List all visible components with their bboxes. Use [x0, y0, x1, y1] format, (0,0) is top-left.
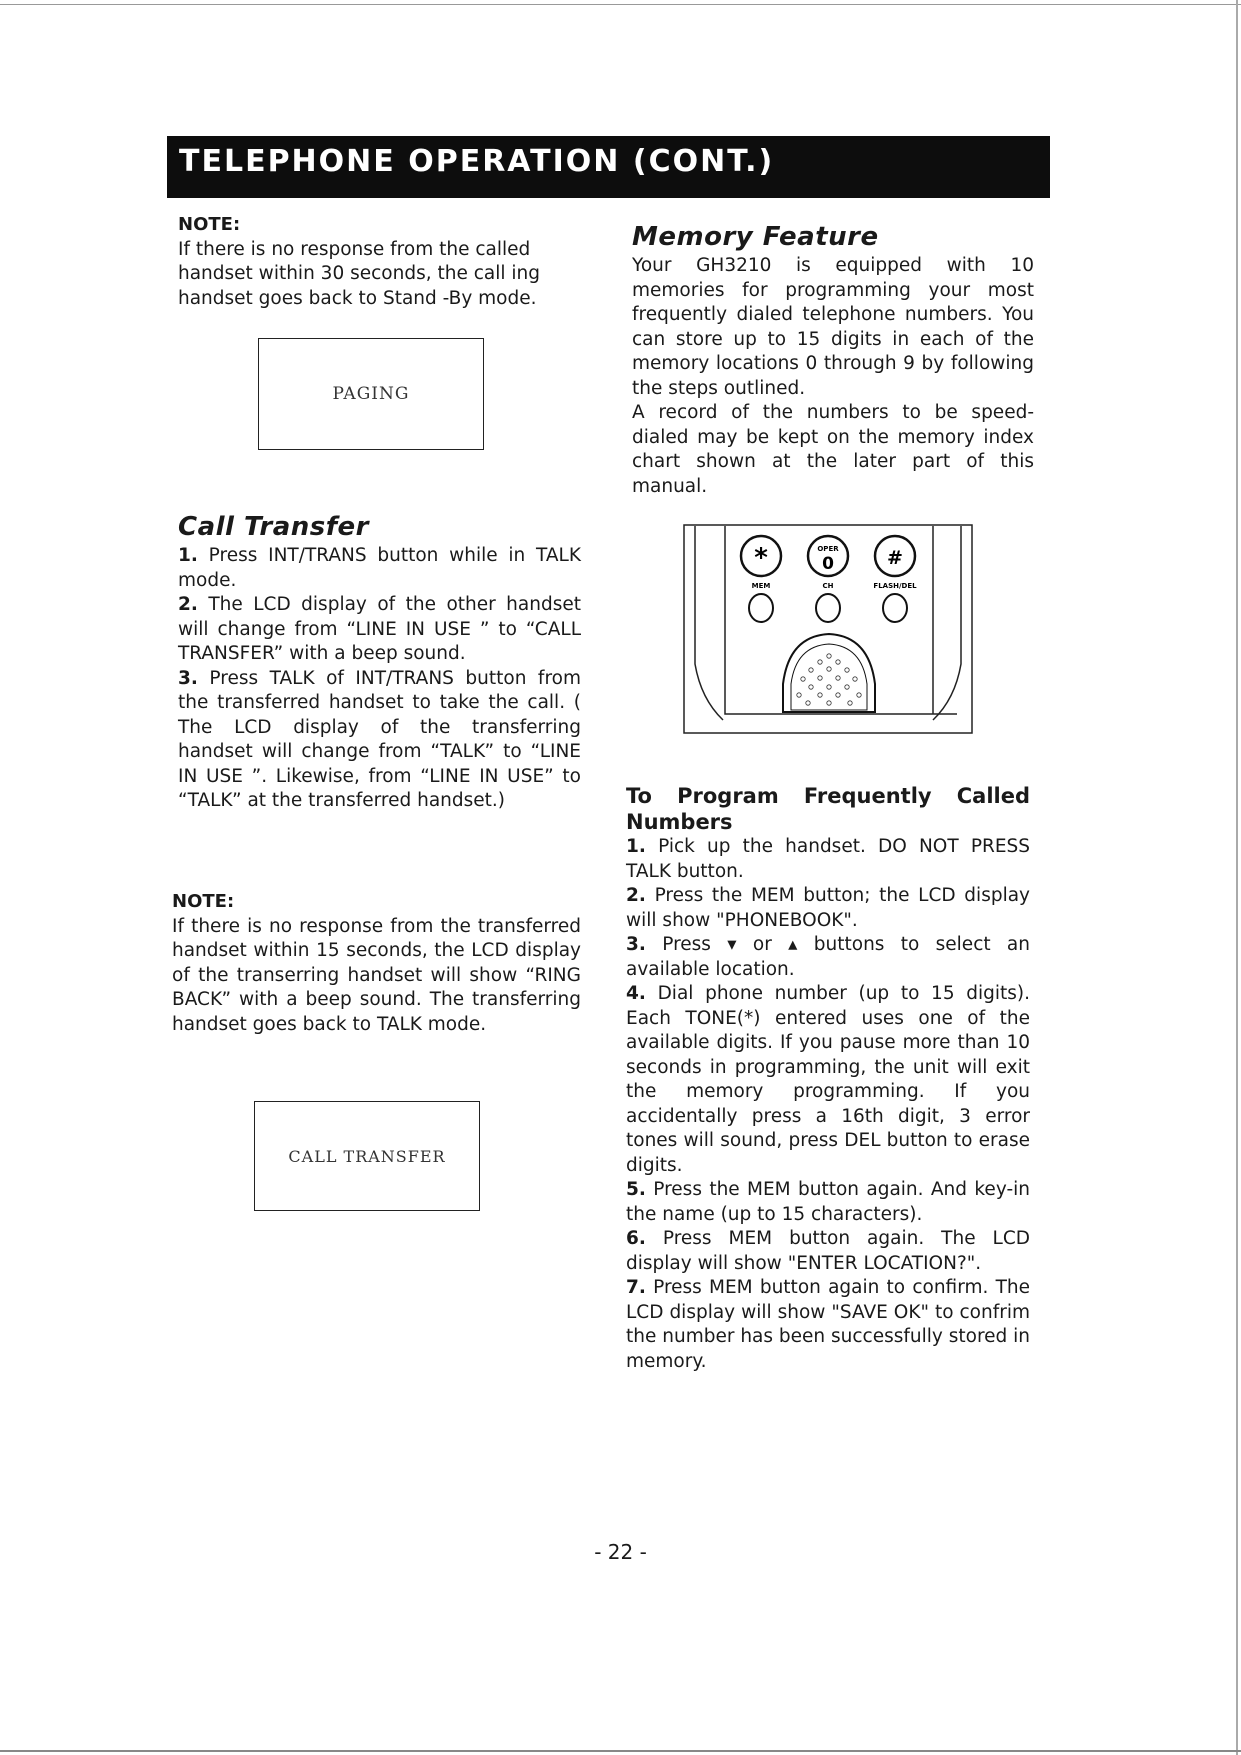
scan-edge-bottom — [0, 1750, 1241, 1752]
svg-text:#: # — [887, 547, 903, 569]
flash-del-key-label: FLASH/DEL — [873, 582, 917, 590]
up-arrow-icon: ▴ — [788, 934, 798, 955]
scan-edge-right — [1236, 0, 1238, 1755]
program-step-1: 1. Pick up the handset. DO NOT PRESS TALK button. — [626, 836, 1031, 882]
note-text-2: If there is no response from the transferred handset within 15 seconds, the LCD display of the transerring handset will show “RING BACK” with a beep sound. The transferring handset goes back to TALK mode. — [172, 915, 581, 1035]
mem-key-label: MEM — [751, 582, 771, 590]
left-column-note — [178, 213, 570, 311]
call-transfer-step-2: 2. The LCD display of the other handset will change from “LINE IN USE ” to “CALL TRANSFER” with a beep sound. — [178, 594, 581, 664]
svg-text:OPER: OPER — [817, 545, 839, 553]
scan-edge-top — [0, 4, 1241, 5]
program-section — [626, 783, 1030, 1374]
section-banner — [167, 136, 1050, 198]
memory-feature-heading: Memory Feature — [632, 222, 879, 252]
note-heading-2: NOTE: — [172, 891, 235, 912]
program-step-5: 5. Press the MEM button again. And key-in the name (up to 15 characters). — [626, 1179, 1030, 1225]
call-transfer-step-3: 3. Press TALK of INT/TRANS button from the transferred handset to take the call. ( The LCD display of the transferring handset will change from “TALK” to “LINE IN USE ”. Likewise, from “LINE IN USE” to “TALK” at the transferred handset.) — [178, 667, 581, 811]
call-transfer-heading: Call Transfer — [178, 512, 370, 542]
lcd-display-paging: PAGING — [258, 338, 484, 450]
call-transfer-step-1: 1. Press INT/TRANS button while in TALK mode. — [178, 545, 581, 591]
svg-text:*: * — [754, 543, 768, 573]
program-heading: To Program Frequently Called Numbers — [626, 784, 1030, 834]
keypad-illustration — [683, 524, 973, 734]
star-key-icon — [741, 536, 781, 576]
program-step-6: 6. Press MEM button again. The LCD display will show "ENTER LOCATION?". — [626, 1228, 1031, 1274]
down-arrow-icon: ▾ — [727, 934, 737, 955]
call-transfer-section — [178, 510, 581, 814]
program-step-2: 2. Press the MEM button; the LCD display will show "PHONEBOOK". — [626, 885, 1030, 931]
program-step-7: 7. Press MEM button again to confirm. The LCD display will show "SAVE OK" to confrim the number has been successfully stored in memory. — [626, 1277, 1031, 1372]
lcd-display-call-transfer: CALL TRANSFER — [254, 1101, 480, 1211]
note-heading: NOTE: — [178, 214, 241, 235]
left-column-note-2 — [172, 890, 581, 1037]
oper-zero-key-icon — [808, 536, 848, 576]
page-number: - 22 - — [594, 1540, 647, 1564]
memory-feature-para-2: A record of the numbers to be speed-dialed may be kept on the memory index chart shown at the later part of this manual. — [632, 402, 1034, 497]
ch-key-label: CH — [822, 582, 834, 590]
svg-text:0: 0 — [822, 554, 834, 574]
speaker-grille-icon — [783, 634, 875, 712]
memory-feature-section — [632, 220, 1034, 499]
program-step-3: 3. Press ▾ or ▴ buttons to select an available location. — [626, 934, 1030, 980]
page-title: TELEPHONE OPERATION (CONT.) — [179, 144, 775, 179]
memory-feature-para-1: Your GH3210 is equipped with 10 memories for programming your most frequently dialed telephone numbers. You can store up to 15 digits in each of the memory locations 0 through 9 by following the steps outlined. — [632, 255, 1034, 399]
note-text: If there is no response from the called handset within 30 seconds, the call ing handset goes back to Stand -By mode. — [178, 238, 540, 309]
program-step-4: 4. Dial phone number (up to 15 digits). Each TONE(*) entered uses one of the available digits. If you pause more than 10 seconds in programming, the unit will exit the memory programming. If you accidentally press a 16th digit, 3 error tones will sound, press DEL button to erase digits. — [626, 983, 1030, 1176]
hash-key-icon — [875, 536, 915, 576]
